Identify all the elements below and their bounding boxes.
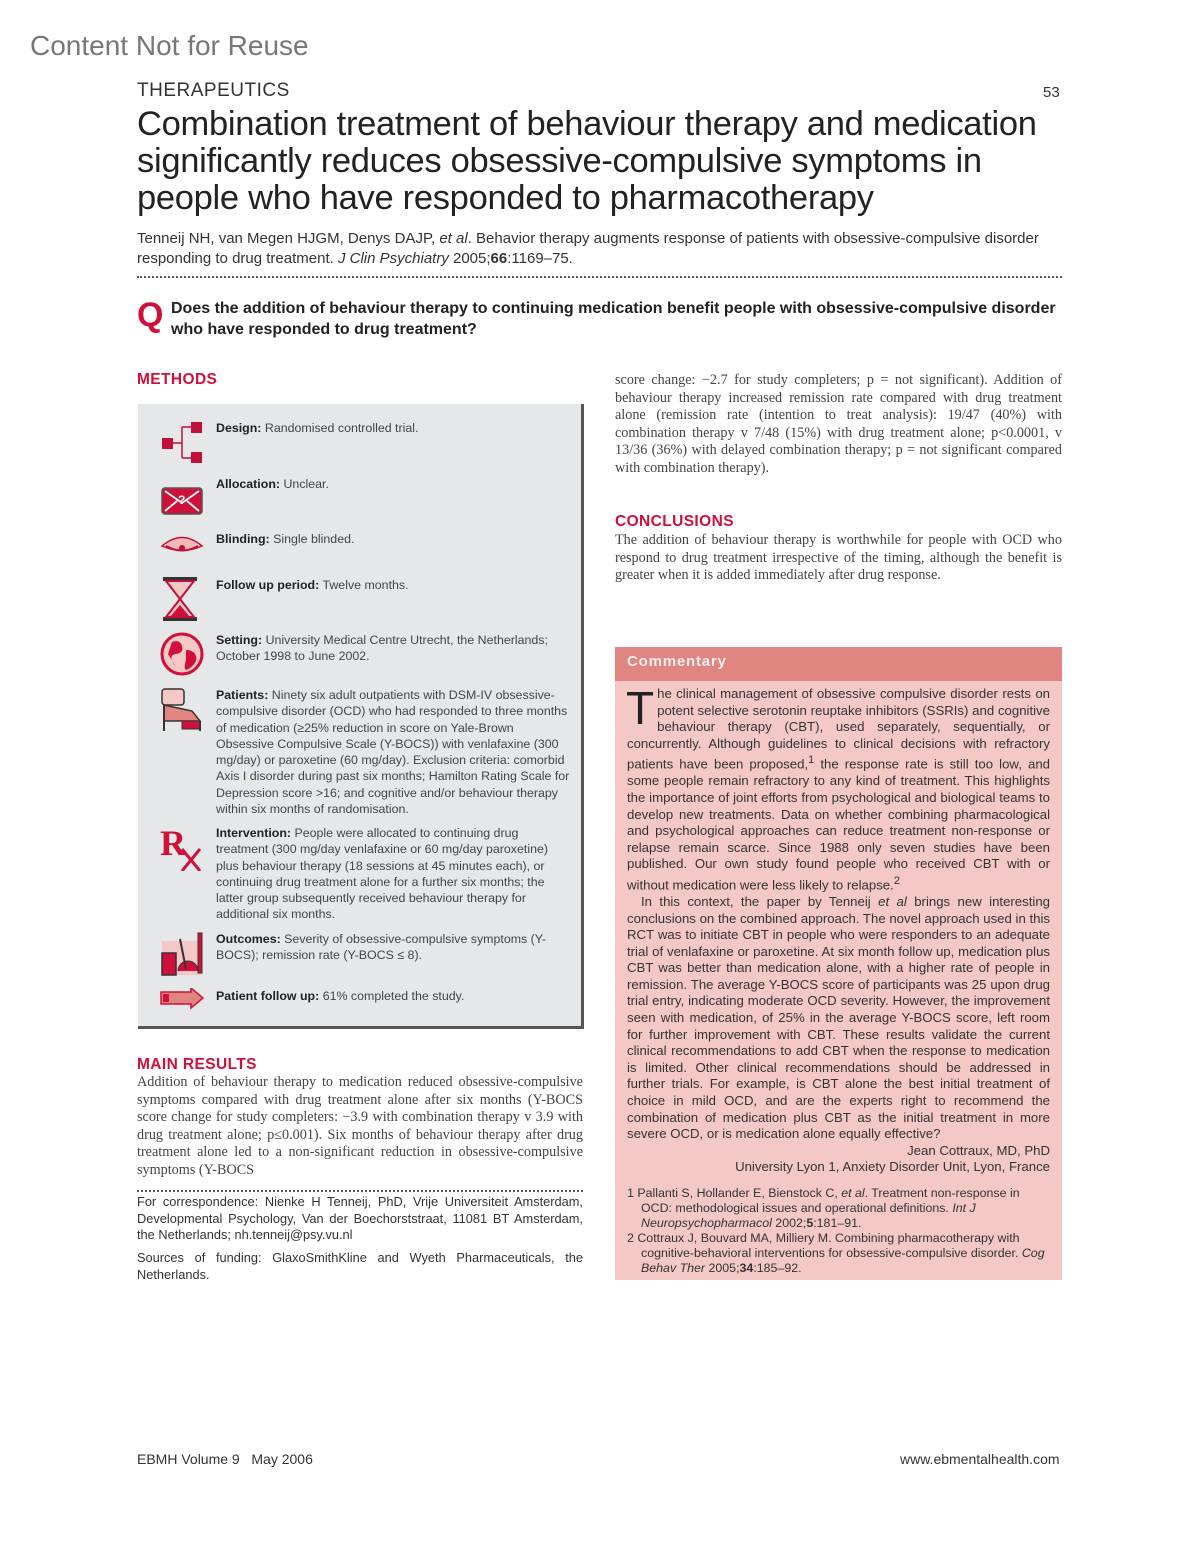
outcomes-icon	[160, 931, 206, 977]
correspondence: For correspondence: Nienke H Tenneij, PhD, Vrije Universiteit Amsterdam, Developmental Psychology, Van der Boechorststraat, 11081 BT Amsterdam, the Netherlands; nh.tenneij@psy.vu.nl	[137, 1194, 583, 1242]
citation-authors: Tenneij NH, van Megen HJGM, Denys DAJP,	[137, 230, 440, 247]
conclusions-heading: CONCLUSIONS	[615, 513, 734, 530]
citation-pages: :1169–75.	[507, 250, 573, 267]
commentary-paragraph: The clinical management of obsessive compulsive disorder rests on potent selective serotonin reuptake inhibitors (SSRIs) and cognitive behaviour therapy (CBT), used separately, sequentially, or concurrently. Although guidelines to clinical decisions with refractory patients have been proposed,$^1$ the response rate is still too low, and some people remain refractory to any kind of treatment. This highlights the importance of joint efforts from psychological and biological teams to develop new treatments. Data on whether combining pharmacological and psychological approaches can reduce treatment non-response or relapse remain scarce. Since 1988 only seven studies have been published. Our own study found people who received CBT with or without medication were less likely to relapse.$^2$	[626, 682, 1050, 893]
funding: Sources of funding: GlaxoSmithKline and Wyeth Pharmaceuticals, the Netherlands.	[137, 1250, 583, 1282]
watermark: Content Not for Reuse	[30, 30, 309, 61]
footer-journal: EBMH Volume 9 May 2006	[137, 1451, 313, 1467]
question-text: Does the addition of behaviour therapy to continuing medication benefit people with obsessive-compulsive disorder who have responded to drug treatment?	[171, 300, 1056, 338]
divider	[137, 276, 1062, 278]
citation-journal: J Clin Psychiatry	[337, 250, 449, 267]
citation-volume: 66	[490, 250, 508, 267]
citation-etal: et al	[439, 230, 468, 247]
reference-item: 2 Cottraux J, Bouvard MA, Milliery M. Combining pharmacotherapy with cognitive-behavioral interventions for obsessive-compulsive disorder. Cog Behav Ther 2005;34:185–92.	[627, 1231, 1045, 1275]
method-text: Patients: Ninety six adult outpatients with DSM-IV obsessive-compulsive disorder (OCD) who had responded to three months of medication (≥25% reduction in score on Yale-Brown Obsessive Compulsive Scale (Y-BOCS)) with venlafaxine (300 mg/day) or paroxetine (60 mg/day). Exclusion criteria: comorbid Axis I disorder during past six months; Hamilton Rating Scale for Depression score >16; and cognitive and/or behaviour therapy within six months of randomisation.	[216, 688, 570, 817]
results-text-continued: score change: −2.7 for study completers; p = not significant). Addition of behaviour therapy increased remission rate compared with drug treatment alone (remission rate (intention to treat analysis): 19/47 (40%) with combination therapy v 7/48 (15%) with drug treatment alone; p<0.0001, v 13/36 (36%) with delayed combination therapy; p = not significant compared with combination therapy).	[615, 372, 1062, 476]
drop-cap: T	[626, 682, 655, 734]
citation-text: . Behavior therapy augments response of patients with obsessive-compulsive disorder responding to drug treatment.	[137, 230, 1039, 267]
globe-icon	[160, 632, 206, 678]
method-text: Blinding: Single blinded.	[216, 532, 355, 546]
hourglass-icon	[160, 577, 206, 623]
article-title: Combination treatment of behaviour therapy and medication significantly reduces obsessive-compulsive symptoms in people who have responded to pharmacotherapy	[137, 105, 1037, 217]
commentary-body	[615, 681, 1062, 1276]
reference-item: 1 Pallanti S, Hollander E, Bienstock C, et al. Treatment non-response in OCD: methodological issues and operational definitions. Int J Neuropsychopharmacol 2002;5:181–91.	[627, 1186, 1020, 1230]
envelope-question-icon	[160, 476, 206, 522]
references	[627, 1186, 1050, 1276]
results-heading: MAIN RESULTS	[137, 1056, 257, 1073]
methods-heading: METHODS	[137, 371, 218, 388]
method-text: Allocation: Unclear.	[216, 477, 329, 491]
divider	[137, 1190, 583, 1192]
footer-website[interactable]: www.ebmentalhealth.com	[900, 1451, 1060, 1467]
commentary-box	[615, 647, 1062, 1280]
method-text: Patient follow up: 61% completed the study.	[216, 989, 465, 1003]
section-label: THERAPEUTICS	[137, 80, 290, 101]
method-text: Intervention: People were allocated to continuing drug treatment (300 mg/day venlafaxine or 60 mg/day paroxetine) plus behaviour therapy (18 sessions at 45 minutes each), or continuing drug treatment alone for a further six months; the latter group subsequently received behaviour therapy for additional six months.	[216, 826, 548, 922]
method-text: Setting: University Medical Centre Utrecht, the Netherlands; October 1998 to June 2002.	[216, 633, 548, 664]
method-text: Follow up period: Twelve months.	[216, 578, 409, 592]
methods-box	[138, 404, 584, 1029]
arrow-icon	[160, 988, 206, 1034]
patient-bed-icon	[160, 687, 206, 733]
citation-year: 2005;	[448, 250, 491, 267]
commentary-author: Jean Cottraux, MD, PhD	[907, 1142, 1050, 1158]
closed-eye-icon	[160, 531, 206, 577]
method-text: Design: Randomised controlled trial.	[216, 421, 419, 435]
conclusions-text: The addition of behaviour therapy is worthwhile for people with OCD who respond to drug treatment irrespective of the timing, although the benefit is greater when it is added immediately after drug response.	[615, 532, 1062, 584]
method-text: Outcomes: Severity of obsessive-compulsive symptoms (Y-BOCS); remission rate (Y-BOCS ≤ 8).	[216, 932, 547, 963]
rx-icon	[160, 825, 206, 871]
svg-text:R: R	[160, 825, 186, 863]
design-tree-icon	[160, 420, 206, 466]
page-number: 53	[1043, 84, 1060, 101]
citation	[137, 229, 1067, 269]
commentary-paragraph: In this context, the paper by Tenneij et al brings new interesting conclusions on the combined approach. The novel approach used in this RCT was to initiate CBT in people who were responders to an adequate trial of venlafaxine or paroxetine. At six month follow up, medication plus CBT was better than medication alone, with a higher rate of people in remission. The average Y-BOCS score of participants was 25 upon drug trial entry, indicating moderate OCD severity. However, the improvement seen with medication, of 25% in the average Y-BOCS score, left room for further improvement with CBT. These results validate the current clinical recommendations to add CBT when the response to medication is limited. Other clinical recommendations should be addressed in further trials. For example, is CBT alone the best initial treatment of choice in mild OCD, and are the experts right to recommend the combination of medication plus CBT as the initial treatment in more severe OCD, or is medication alone equally effective?	[627, 893, 1050, 1142]
commentary-heading: Commentary	[615, 647, 1062, 681]
commentary-affiliation: University Lyon 1, Anxiety Disorder Unit, Lyon, France	[735, 1159, 1050, 1175]
question-letter: Q	[137, 296, 164, 334]
results-text: Addition of behaviour therapy to medication reduced obsessive-compulsive symptoms compared with drug treatment alone after six months (Y-BOCS score change for study completers: −3.9 with combination therapy v 3.9 with drug treatment alone; p≤0.001). Six months of behaviour therapy after drug treatment alone led to a non-significant reduction in obsessive-compulsive symptoms (Y-BOCS	[137, 1074, 583, 1178]
svg-text:?: ?	[178, 493, 186, 507]
